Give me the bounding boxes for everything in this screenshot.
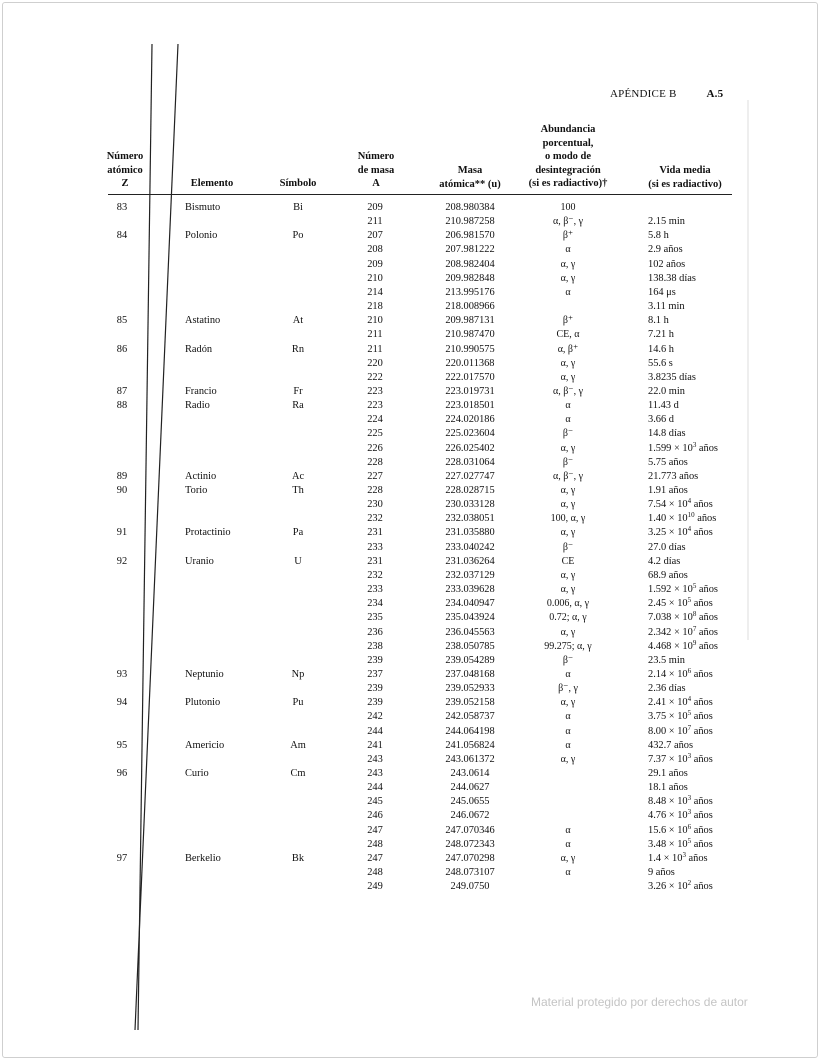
element-name-cell: Uranio (185, 555, 214, 567)
half-life-cell: 3.11 min (648, 301, 685, 313)
mass-number-cell: 227 (367, 470, 383, 482)
half-life-cell: 164 μs (648, 286, 676, 298)
half-life-cell: $7.038 \times 10^8$ años (648, 610, 718, 624)
half-life-cell: 18.1 años (648, 782, 688, 794)
mass-number-cell: 209 (367, 202, 383, 213)
column-header-mass-number: Número de masa A (357, 151, 395, 189)
atomic-mass-cell: 244.0627 (450, 782, 490, 794)
table-row (0, 569, 822, 583)
table-row (0, 781, 822, 795)
atomic-number-cell: 87 (116, 385, 128, 397)
atomic-mass-cell: 239.052158 (445, 697, 495, 709)
mass-number-cell: 247 (367, 824, 383, 836)
column-header-symbol: Símbolo (279, 178, 317, 189)
element-name-cell: Neptunio (185, 668, 224, 680)
mass-number-cell: 231 (367, 527, 383, 539)
mass-number-cell: 223 (367, 400, 383, 412)
mass-number-cell: 247 (367, 852, 383, 864)
table-row (0, 880, 822, 894)
half-life-cell: 2.15 min (648, 216, 685, 228)
atomic-mass-cell: 232.037129 (445, 569, 495, 581)
mass-number-cell: 239 (367, 697, 383, 709)
abundance-cell: α (565, 414, 571, 426)
abundance-cell: α, γ (560, 569, 576, 581)
half-life-cell: $3.25 \times 10^4$ años (648, 525, 713, 539)
mass-number-cell: 228 (367, 456, 383, 468)
mass-number-cell: 248 (367, 867, 383, 879)
table-row (0, 243, 822, 257)
table-row (0, 229, 822, 243)
element-symbol-cell: Fr (293, 385, 303, 397)
atomic-mass-cell: 210.990575 (445, 343, 495, 355)
abundance-cell: α (565, 739, 571, 751)
table-row (0, 852, 822, 866)
atomic-number-cell: 88 (116, 400, 128, 412)
atomic-mass-cell: 239.052933 (445, 683, 495, 695)
atomic-mass-cell: 210.987470 (445, 329, 495, 341)
mass-number-cell: 239 (367, 654, 383, 666)
element-name-cell: Curio (185, 768, 209, 779)
abundance-cell: 0.72; α, γ (549, 612, 587, 624)
mass-number-cell: 210 (367, 272, 383, 284)
copyright-watermark: Material protegido por derechos de autor (531, 995, 748, 1009)
half-life-cell: $1.599 \times 10^3$ años (648, 440, 718, 454)
atomic-number-cell: 83 (116, 202, 128, 213)
half-life-cell: $1.40 \times 10^{10}$ años (648, 511, 717, 525)
table-row (0, 526, 822, 540)
half-life-cell: 2.9 años (648, 244, 683, 256)
abundance-cell: 100, α, γ (550, 513, 586, 525)
table-row (0, 626, 822, 640)
element-name-cell: Francio (185, 385, 217, 397)
abundance-cell: α (565, 244, 571, 256)
half-life-cell: $2.342 \times 10^7$ años (648, 624, 718, 638)
half-life-cell: 55.6 s (648, 357, 673, 369)
element-symbol-cell: Np (291, 668, 305, 680)
header-rule (108, 194, 732, 195)
half-life-cell: 21.773 años (648, 470, 699, 482)
mass-number-cell: 238 (367, 640, 383, 652)
table-row (0, 371, 822, 385)
table-row (0, 824, 822, 838)
column-header-element: Elemento (190, 178, 234, 189)
abundance-cell: α, β⁺ (557, 343, 579, 355)
atomic-mass-cell: 230.033128 (445, 499, 495, 511)
atomic-number-cell: 96 (116, 768, 128, 779)
table-row (0, 385, 822, 399)
abundance-cell: α, γ (560, 753, 576, 765)
abundance-cell: β⁻, γ (558, 683, 578, 695)
element-name-cell: Plutonio (185, 697, 221, 709)
abundance-cell: α (565, 725, 571, 737)
table-row (0, 357, 822, 371)
atomic-number-cell: 94 (116, 697, 128, 709)
atomic-mass-cell: 236.045563 (445, 626, 495, 638)
abundance-cell: β⁻ (562, 654, 574, 666)
atomic-mass-cell: 228.031064 (445, 456, 495, 468)
table-row (0, 696, 822, 710)
atomic-mass-cell: 246.0672 (450, 810, 490, 822)
mass-number-cell: 236 (367, 626, 383, 638)
element-symbol-cell: Th (292, 485, 304, 496)
atomic-mass-cell: 243.0614 (450, 768, 490, 779)
atomic-mass-cell: 233.040242 (445, 541, 495, 553)
table-row (0, 668, 822, 682)
abundance-cell: α, γ (560, 499, 576, 511)
column-header-abundance: Abundancia porcentual, o modo de desintegración (si es radiactivo)† (528, 124, 608, 189)
table-row (0, 795, 822, 809)
mass-number-cell: 244 (367, 782, 383, 794)
element-name-cell: Polonio (185, 230, 218, 242)
atomic-number-cell: 92 (116, 555, 128, 567)
mass-number-cell: 211 (367, 329, 383, 341)
half-life-cell: 8.1 h (648, 315, 669, 327)
element-symbol-cell: Bk (291, 852, 305, 864)
table-row (0, 654, 822, 668)
element-symbol-cell: At (292, 315, 304, 327)
atomic-mass-cell: 223.019731 (445, 385, 495, 397)
atomic-mass-cell: 227.027747 (445, 470, 495, 482)
abundance-cell: α, γ (560, 485, 576, 496)
element-symbol-cell: Cm (290, 768, 306, 779)
atomic-number-cell: 97 (116, 852, 128, 864)
atomic-mass-cell: 249.0750 (450, 881, 490, 893)
half-life-cell: $3.75 \times 10^5$ años (648, 709, 713, 723)
mass-number-cell: 220 (367, 357, 383, 369)
atomic-number-cell: 84 (116, 230, 128, 242)
half-life-cell: 102 años (648, 258, 686, 270)
atomic-mass-cell: 206.981570 (445, 230, 495, 242)
abundance-cell: β⁺ (562, 230, 574, 242)
element-name-cell: Astatino (185, 315, 221, 327)
element-name-cell: Radón (185, 343, 213, 355)
mass-number-cell: 210 (367, 315, 383, 327)
atomic-mass-cell: 242.058737 (445, 711, 495, 723)
half-life-cell: $1.592 \times 10^5$ años (648, 582, 718, 596)
abundance-cell: α, γ (560, 371, 576, 383)
atomic-mass-cell: 220.011368 (445, 357, 495, 369)
table-row (0, 470, 822, 484)
half-life-cell: 11.43 d (648, 400, 679, 412)
element-name-cell: Radio (185, 400, 210, 412)
table-row (0, 597, 822, 611)
atomic-number-cell: 85 (116, 315, 128, 327)
half-life-cell: 432.7 años (648, 739, 694, 751)
half-life-cell: $3.26 \times 10^2$ años (648, 879, 713, 893)
atomic-mass-cell: 228.028715 (445, 485, 495, 496)
abundance-cell: α, γ (560, 442, 576, 454)
atomic-mass-cell: 247.070298 (445, 852, 495, 864)
atomic-number-cell: 86 (116, 343, 128, 355)
atomic-mass-cell: 226.025402 (445, 442, 495, 454)
table-row (0, 442, 822, 456)
element-name-cell: Actinio (185, 470, 217, 482)
atomic-mass-cell: 233.039628 (445, 584, 495, 596)
atomic-mass-cell: 241.056824 (445, 739, 495, 751)
half-life-cell: $8.48 \times 10^3$ años (648, 794, 713, 808)
mass-number-cell: 243 (367, 753, 383, 765)
atomic-mass-cell: 244.064198 (445, 725, 495, 737)
table-row (0, 286, 822, 300)
table-row (0, 838, 822, 852)
half-life-cell: 22.0 min (648, 385, 685, 397)
abundance-cell: α, γ (560, 584, 576, 596)
table-row (0, 866, 822, 880)
mass-number-cell: 211 (367, 343, 383, 355)
mass-number-cell: 243 (367, 768, 383, 779)
atomic-mass-cell: 209.982848 (445, 272, 495, 284)
half-life-cell: 9 años (648, 867, 675, 879)
element-symbol-cell: Pu (292, 697, 304, 709)
table-row (0, 555, 822, 569)
abundance-cell: α (565, 668, 571, 680)
element-symbol-cell: Po (292, 230, 304, 242)
abundance-cell: CE (561, 555, 575, 567)
half-life-cell: 5.8 h (648, 230, 669, 242)
half-life-cell: 7.21 h (648, 329, 674, 341)
abundance-cell: 0.006, α, γ (546, 598, 590, 610)
half-life-cell: 4.2 días (648, 555, 681, 567)
atomic-mass-cell: 213.995176 (445, 286, 495, 298)
element-name-cell: Torio (185, 485, 208, 496)
atomic-mass-cell: 237.048168 (445, 668, 495, 680)
abundance-cell: α, β⁻, γ (552, 385, 584, 397)
atomic-mass-cell: 209.987131 (445, 315, 495, 327)
element-symbol-cell: Am (290, 739, 306, 751)
mass-number-cell: 233 (367, 541, 383, 553)
table-row (0, 343, 822, 357)
half-life-cell: 1.91 años (648, 485, 688, 496)
mass-number-cell: 214 (367, 286, 383, 298)
column-header-half-life: Vida media (si es radiactivo) (648, 165, 722, 190)
page-number: A.5 (706, 88, 724, 100)
table-row (0, 710, 822, 724)
mass-number-cell: 245 (367, 796, 383, 808)
atomic-mass-cell: 248.072343 (445, 838, 495, 850)
atomic-mass-cell: 248.073107 (445, 867, 495, 879)
table-row (0, 640, 822, 654)
element-symbol-cell: U (294, 555, 302, 567)
element-symbol-cell: Pa (292, 527, 304, 539)
element-symbol-cell: Ra (292, 400, 304, 412)
atomic-mass-cell: 225.023604 (445, 428, 495, 440)
table-row (0, 413, 822, 427)
atomic-number-cell: 93 (116, 668, 128, 680)
mass-number-cell: 232 (367, 513, 383, 525)
atomic-mass-cell: 243.061372 (445, 753, 495, 765)
half-life-cell: $15.6 \times 10^6$ años (648, 822, 713, 836)
half-life-cell: $4.468 \times 10^9$ años (648, 638, 718, 652)
mass-number-cell: 242 (367, 711, 383, 723)
abundance-cell: β⁻ (562, 456, 574, 468)
half-life-cell: $1.4 \times 10^3$ años (648, 850, 708, 864)
mass-number-cell: 239 (367, 683, 383, 695)
abundance-cell: α, γ (560, 697, 576, 709)
atomic-mass-cell: 235.043924 (445, 612, 495, 624)
half-life-cell: $7.54 \times 10^4$ años (648, 497, 713, 511)
abundance-cell: α, γ (560, 272, 576, 284)
abundance-cell: α, γ (560, 258, 576, 270)
half-life-cell: $2.14 \times 10^6$ años (648, 666, 713, 680)
mass-number-cell: 233 (367, 584, 383, 596)
table-row (0, 682, 822, 696)
half-life-cell: 29.1 años (648, 768, 688, 779)
mass-number-cell: 224 (367, 414, 383, 426)
table-row (0, 314, 822, 328)
abundance-cell: α (565, 867, 571, 879)
atomic-mass-cell: 210.987258 (445, 216, 495, 228)
mass-number-cell: 226 (367, 442, 383, 454)
mass-number-cell: 234 (367, 598, 383, 610)
table-row (0, 541, 822, 555)
table-row (0, 427, 822, 441)
atomic-mass-cell: 239.054289 (445, 654, 495, 666)
table-row (0, 484, 822, 498)
half-life-cell: 138.38 días (648, 272, 696, 284)
mass-number-cell: 231 (367, 555, 383, 567)
atomic-mass-cell: 207.981222 (445, 244, 495, 256)
table-row (0, 767, 822, 781)
abundance-cell: 99.275; α, γ (544, 640, 592, 652)
half-life-cell: 2.36 días (648, 683, 686, 695)
half-life-cell: 5.75 años (648, 456, 688, 468)
half-life-cell: 68.9 años (648, 569, 688, 581)
atomic-number-cell: 95 (116, 739, 128, 751)
atomic-mass-cell: 234.040947 (445, 598, 495, 610)
abundance-cell: CE, α (556, 329, 580, 341)
abundance-cell: β⁻ (562, 428, 574, 440)
table-row (0, 753, 822, 767)
abundance-cell: α, β⁻, γ (552, 470, 584, 482)
atomic-mass-cell: 231.036264 (445, 555, 495, 567)
half-life-cell: $2.41 \times 10^4$ años (648, 695, 713, 709)
abundance-cell: α (565, 711, 571, 723)
atomic-mass-cell: 247.070346 (445, 824, 495, 836)
abundance-cell: α (565, 400, 571, 412)
abundance-cell: α (565, 286, 571, 298)
mass-number-cell: 209 (367, 258, 383, 270)
element-symbol-cell: Rn (291, 343, 305, 355)
element-symbol-cell: Ac (291, 470, 305, 482)
abundance-cell: β⁻ (562, 541, 574, 553)
table-row (0, 201, 822, 215)
half-life-cell: 14.8 días (648, 428, 686, 440)
atomic-mass-cell: 238.050785 (445, 640, 495, 652)
table-row (0, 512, 822, 526)
mass-number-cell: 249 (367, 881, 383, 893)
mass-number-cell: 246 (367, 810, 383, 822)
mass-number-cell: 223 (367, 385, 383, 397)
mass-number-cell: 237 (367, 668, 383, 680)
abundance-cell: α, γ (560, 527, 576, 539)
abundance-cell: α, β⁻, γ (552, 216, 584, 228)
element-symbol-cell: Bi (293, 202, 303, 213)
table-row (0, 725, 822, 739)
abundance-cell: α (565, 838, 571, 850)
mass-number-cell: 207 (367, 230, 383, 242)
half-life-cell: 3.8235 días (648, 371, 696, 383)
table-row (0, 583, 822, 597)
element-name-cell: Americio (185, 739, 225, 751)
abundance-cell: 100 (560, 202, 576, 213)
atomic-number-cell: 91 (116, 527, 128, 539)
table-row (0, 739, 822, 753)
mass-number-cell: 218 (367, 301, 383, 313)
atomic-mass-cell: 231.035880 (445, 527, 495, 539)
mass-number-cell: 248 (367, 838, 383, 850)
abundance-cell: α, γ (560, 357, 576, 369)
half-life-cell: 23.5 min (648, 654, 685, 666)
table-row (0, 328, 822, 342)
half-life-cell: $7.37 \times 10^3$ años (648, 751, 713, 765)
half-life-cell: $8.00 \times 10^7$ años (648, 723, 713, 737)
table-row (0, 399, 822, 413)
element-name-cell: Berkelio (185, 852, 221, 864)
atomic-mass-cell: 224.020186 (445, 414, 495, 426)
abundance-cell: α (565, 824, 571, 836)
mass-number-cell: 211 (367, 216, 383, 228)
abundance-cell: β⁺ (562, 315, 574, 327)
atomic-mass-cell: 222.017570 (445, 371, 495, 383)
half-life-cell: 3.66 d (648, 414, 674, 426)
atomic-mass-cell: 232.038051 (445, 513, 495, 525)
table-row (0, 809, 822, 823)
atomic-mass-cell: 245.0655 (450, 796, 490, 808)
atomic-mass-cell: 208.982404 (445, 258, 495, 270)
half-life-cell: $3.48 \times 10^5$ años (648, 836, 713, 850)
mass-number-cell: 241 (367, 739, 383, 751)
table-row (0, 300, 822, 314)
table-row (0, 215, 822, 229)
atomic-mass-cell: 223.018501 (445, 400, 495, 412)
element-name-cell: Bismuto (185, 202, 221, 213)
abundance-cell: α, γ (560, 852, 576, 864)
table-row (0, 611, 822, 625)
mass-number-cell: 228 (367, 485, 383, 496)
column-header-z: Número atómico Z (106, 151, 144, 189)
element-name-cell: Protactinio (185, 527, 231, 539)
mass-number-cell: 208 (367, 244, 383, 256)
appendix-label: APÉNDICE B (610, 88, 677, 100)
mass-number-cell: 222 (367, 371, 383, 383)
half-life-cell: $4.76 \times 10^3$ años (648, 808, 713, 822)
half-life-cell: 27.0 días (648, 541, 686, 553)
half-life-cell: $2.45 \times 10^5$ años (648, 596, 713, 610)
mass-number-cell: 225 (367, 428, 383, 440)
mass-number-cell: 230 (367, 499, 383, 511)
running-header (610, 88, 723, 100)
atomic-mass-cell: 208.980384 (445, 202, 495, 213)
mass-number-cell: 235 (367, 612, 383, 624)
table-row (0, 272, 822, 286)
table-row (0, 456, 822, 470)
abundance-cell: α, γ (560, 626, 576, 638)
atomic-number-cell: 89 (116, 470, 128, 482)
table-row (0, 258, 822, 272)
column-header-atomic-mass: Masa atómica** (u) (439, 165, 501, 190)
mass-number-cell: 232 (367, 569, 383, 581)
atomic-mass-cell: 218.008966 (445, 301, 495, 313)
table-row (0, 498, 822, 512)
mass-number-cell: 244 (367, 725, 383, 737)
half-life-cell: 14.6 h (648, 343, 674, 355)
atomic-number-cell: 90 (116, 485, 128, 496)
